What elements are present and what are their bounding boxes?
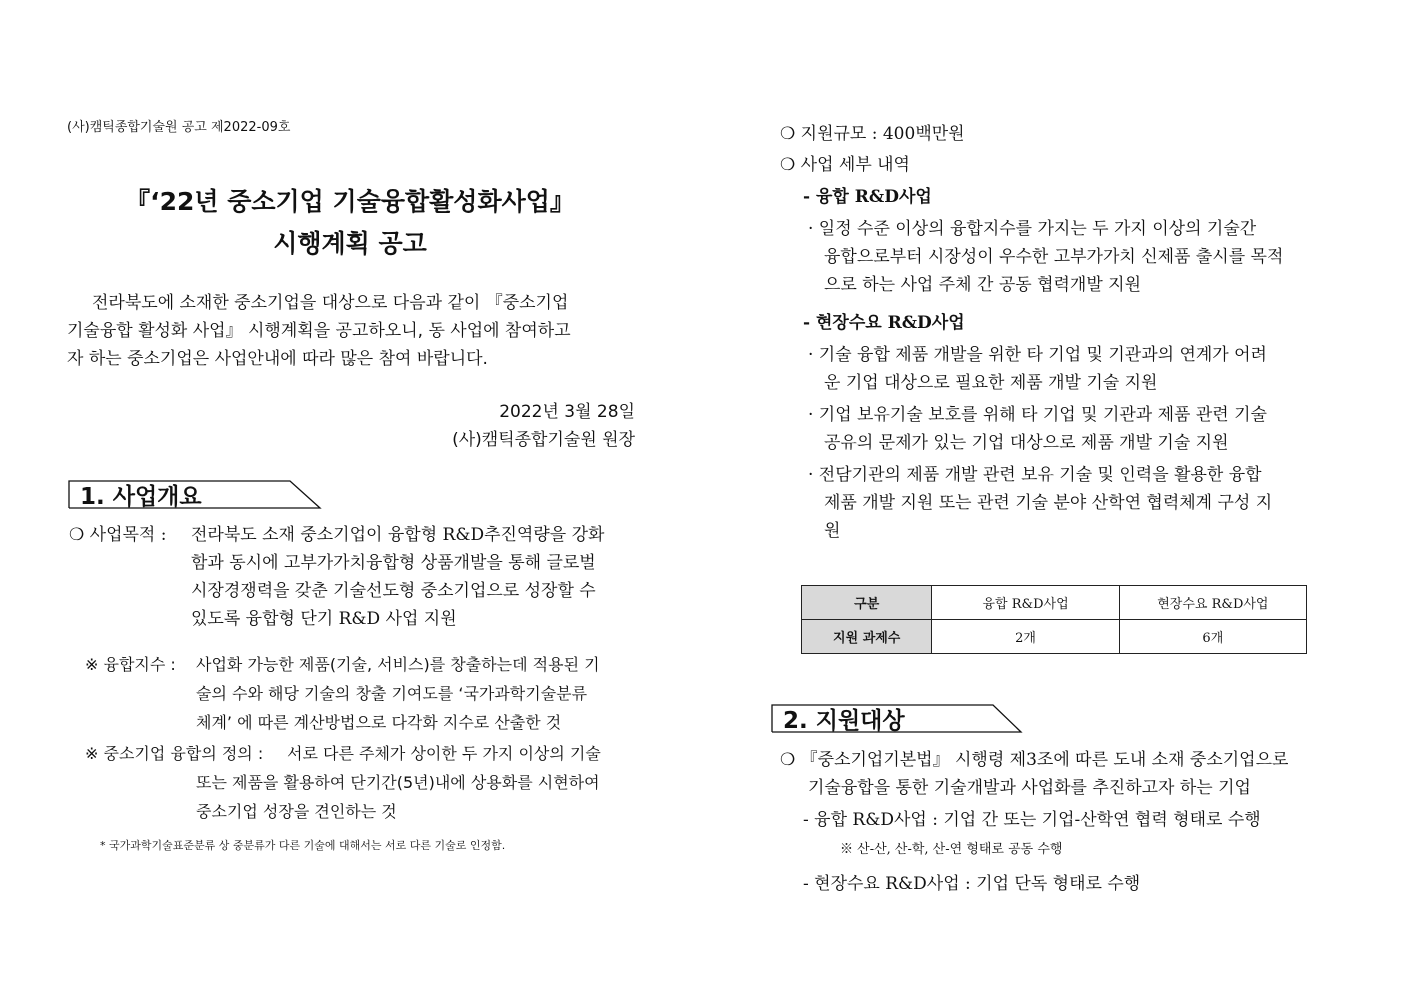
intro-line-2: 기술융합 활성화 사업』 시행계획을 공고하오니, 동 사업에 참여하고 [67, 321, 571, 341]
note1-label: ※ 융합지수 : [85, 655, 176, 674]
purpose-line-3: 시장경쟁력을 갖춘 기술선도형 중소기업으로 성장할 수 [191, 581, 596, 601]
section1-heading [68, 480, 328, 508]
detail-heading: ❍ 사업 세부 내역 [780, 155, 910, 175]
sub1-line-1: · 일정 수준 이상의 융합지수를 가지는 두 가지 이상의 기술간 [808, 219, 1257, 239]
support-table [801, 585, 1307, 654]
notice-number: (사)캠틱종합기술원 공고 제2022-09호 [67, 120, 291, 135]
table-header-cell: 구분 [802, 586, 932, 620]
table-cell: 6개 [1119, 620, 1306, 654]
sub2-line-2: 운 기업 대상으로 필요한 제품 개발 기술 지원 [824, 373, 1158, 393]
table-row [802, 620, 1307, 654]
notice-date: 2022년 3월 28일 [499, 402, 635, 422]
target-rnd-note: ※ 산-산, 산-학, 산-연 형태로 공동 수행 [840, 842, 1063, 857]
purpose-line-4: 있도록 융합형 단기 R&D 사업 지원 [191, 609, 457, 629]
sub2-line-6: 제품 개발 지원 또는 관련 기술 분야 산학연 협력체계 구성 지 [824, 493, 1273, 513]
section2-title: 2. 지원대상 [783, 708, 905, 734]
sub2-line-5: · 전담기관의 제품 개발 관련 보유 기술 및 인력을 활용한 융합 [808, 465, 1262, 485]
target-line-1: ❍ 『중소기업기본법』 시행령 제3조에 따른 도내 소재 중소기업으로 [780, 750, 1289, 770]
footnote: * 국가과학기술표준분류 상 중분류가 다른 기술에 대해서는 서로 다른 기술로 인정함. [100, 839, 506, 852]
purpose-line-1: 전라북도 소재 중소기업이 융합형 R&D추진역량을 강화 [191, 525, 605, 545]
sub1-line-3: 으로 하는 사업 주체 간 공동 협력개발 지원 [824, 275, 1142, 295]
purpose-line-2: 함과 동시에 고부가가치융합형 상품개발을 통해 글로벌 [191, 553, 596, 573]
note2-line-3: 중소기업 성장을 견인하는 것 [196, 802, 397, 821]
note2-line-1: 서로 다른 주체가 상이한 두 가지 이상의 기술 [287, 744, 601, 763]
target-field: - 현장수요 R&D사업 : 기업 단독 형태로 수행 [803, 874, 1141, 894]
page-title-line1: 『‘22년 중소기업 기술융합활성화사업』 [125, 187, 575, 216]
sub2-line-3: · 기업 보유기술 보호를 위해 타 기업 및 기관과 제품 관련 기술 [808, 405, 1267, 425]
intro-line-1: 전라북도에 소재한 중소기업을 대상으로 다음과 같이 『중소기업 [92, 293, 569, 313]
purpose-label: ❍ 사업목적 : [69, 525, 167, 545]
table-header-cell: 융합 R&D사업 [932, 586, 1119, 620]
sub2-line-7: 원 [824, 521, 841, 541]
intro-line-3: 자 하는 중소기업은 사업안내에 따라 많은 참여 바랍니다. [67, 349, 488, 369]
target-line-2: 기술융합을 통한 기술개발과 사업화를 추진하고자 하는 기업 [808, 778, 1251, 798]
note2-line-2: 또는 제품을 활용하여 단기간(5년)내에 상용화를 시현하여 [196, 773, 600, 792]
support-scale: ❍ 지원규모 : 400백만원 [780, 124, 965, 144]
target-rnd: - 융합 R&D사업 : 기업 간 또는 기업-산학연 협력 형태로 수행 [803, 810, 1261, 830]
sub2-heading: - 현장수요 R&D사업 [803, 313, 965, 333]
note1-line-1: 사업화 가능한 제품(기술, 서비스)를 창출하는데 적용된 기 [196, 655, 600, 674]
page-title-line2: 시행계획 공고 [273, 229, 427, 258]
sub2-line-1: · 기술 융합 제품 개발을 위한 타 기업 및 기관과의 연계가 어려 [808, 345, 1267, 365]
section1-title: 1. 사업개요 [80, 484, 202, 510]
note1-line-2: 술의 수와 해당 기술의 창출 기여도를 ‘국가과학기술분류 [196, 684, 588, 703]
sub1-line-2: 융합으로부터 시장성이 우수한 고부가가치 신제품 출시를 목적 [824, 247, 1284, 267]
notice-signer: (사)캠틱종합기술원 원장 [452, 430, 635, 450]
note2-label: ※ 중소기업 융합의 정의 : [85, 744, 264, 763]
sub2-line-4: 공유의 문제가 있는 기업 대상으로 제품 개발 기술 지원 [824, 433, 1229, 453]
table-header-row [802, 586, 1307, 620]
sub1-heading: - 융합 R&D사업 [803, 187, 932, 207]
table-cell: 지원 과제수 [802, 620, 932, 654]
note1-line-3: 체계’ 에 따른 계산방법으로 다각화 지수로 산출한 것 [196, 713, 562, 732]
section2-heading [771, 704, 1031, 732]
table-cell: 2개 [932, 620, 1119, 654]
table-header-cell: 현장수요 R&D사업 [1119, 586, 1306, 620]
